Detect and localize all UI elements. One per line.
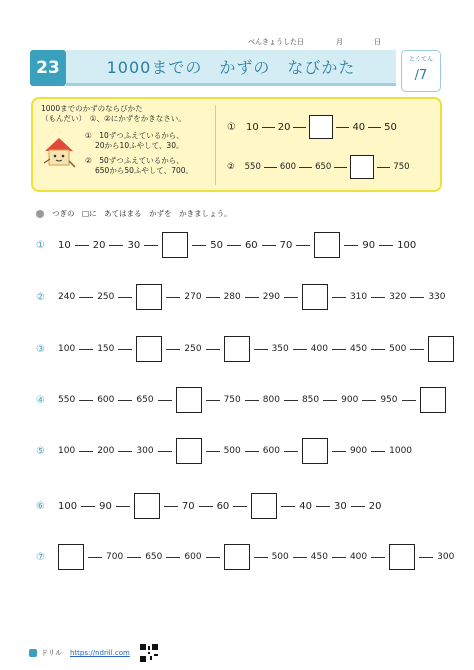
number-value: 900 <box>349 446 368 456</box>
answer-box[interactable] <box>58 544 84 570</box>
number-value: 250 <box>97 292 115 302</box>
drill-logo-icon <box>29 649 37 657</box>
dash-separator <box>118 400 132 401</box>
footer-brand: ドリル <box>41 649 62 657</box>
number-value: 100 <box>397 239 417 251</box>
example-panel <box>31 97 442 192</box>
example-row-1 <box>227 115 397 139</box>
score-label: とくてん <box>408 56 433 63</box>
study-date-label: べんきょうした日 <box>248 38 304 46</box>
answer-box[interactable] <box>314 232 340 258</box>
number-value: 270 <box>184 292 202 302</box>
dash-separator <box>371 349 385 350</box>
row-number: ② <box>36 291 45 303</box>
dash-separator <box>254 349 268 350</box>
question-row <box>36 387 446 413</box>
answer-box[interactable] <box>224 544 250 570</box>
answer-box[interactable] <box>176 387 202 413</box>
answer-box[interactable] <box>420 387 446 413</box>
number-value: 600 <box>262 446 280 456</box>
row-number: ① <box>227 121 236 133</box>
number-value: 60 <box>244 239 258 251</box>
answer-box[interactable] <box>302 438 328 464</box>
lesson-number-badge: 23 <box>30 50 66 86</box>
dash-separator <box>262 127 275 128</box>
dash-separator <box>118 451 132 452</box>
number-value: 500 <box>271 552 289 562</box>
answer-box[interactable] <box>302 284 328 310</box>
answer-box[interactable] <box>224 336 250 362</box>
dash-separator <box>410 297 424 298</box>
dash-separator <box>158 400 172 401</box>
dash-separator <box>206 451 220 452</box>
house-teacher-icon <box>41 133 77 169</box>
example-question: （もんだい） ①、②にかずをかきなさい。 <box>41 114 186 123</box>
example-divider <box>215 105 216 185</box>
dash-separator <box>332 297 346 298</box>
dash-separator <box>410 349 424 350</box>
dash-separator <box>332 349 346 350</box>
number-value: 400 <box>310 344 328 354</box>
question-row <box>36 284 446 310</box>
row-number: ⑥ <box>36 500 45 512</box>
dash-separator <box>284 451 298 452</box>
number-value: 20 <box>368 500 382 512</box>
number-value: 50 <box>210 239 223 251</box>
footer-link[interactable]: https://ndrill.com <box>70 649 130 657</box>
question-row <box>36 493 382 519</box>
dash-separator <box>351 506 365 507</box>
number-value: 950 <box>380 395 398 405</box>
number-value: 70 <box>181 500 195 512</box>
question-row <box>36 438 412 464</box>
day-label: 日 <box>374 38 381 46</box>
dash-separator <box>118 297 132 298</box>
month-label: 月 <box>336 38 343 46</box>
dash-separator <box>371 557 385 558</box>
number-value: 250 <box>184 344 202 354</box>
dash-separator <box>127 557 141 558</box>
number-value: 550 <box>58 395 76 405</box>
number-value: 60 <box>216 500 230 512</box>
question-row <box>36 232 416 258</box>
dash-separator <box>206 400 220 401</box>
dash-separator <box>296 245 310 246</box>
number-value: 200 <box>97 446 115 456</box>
dash-separator <box>284 400 298 401</box>
dash-separator <box>192 245 206 246</box>
number-value: 90 <box>362 239 376 251</box>
number-value: 600 <box>97 395 115 405</box>
dash-separator <box>371 297 385 298</box>
answer-box[interactable] <box>389 544 415 570</box>
number-value: 100 <box>58 344 76 354</box>
answer-box[interactable] <box>136 284 162 310</box>
dash-separator <box>227 245 241 246</box>
dash-separator <box>245 451 259 452</box>
dash-separator <box>206 557 220 558</box>
footer <box>29 644 158 662</box>
number-value: 30 <box>334 500 347 512</box>
dash-separator <box>293 127 306 128</box>
dash-separator <box>166 557 180 558</box>
number-value: 500 <box>389 344 407 354</box>
dash-separator <box>264 167 277 168</box>
row-number: ⑦ <box>36 551 45 563</box>
question-row <box>36 336 454 362</box>
dash-separator <box>118 349 132 350</box>
number-value: 1000 <box>389 446 413 456</box>
example-hint-2b: 650から50ふやして、700。 <box>95 166 194 175</box>
number-value: 600 <box>279 162 297 172</box>
instruction <box>36 208 232 219</box>
dash-separator <box>164 506 178 507</box>
question-row <box>36 544 454 570</box>
dash-separator <box>362 400 376 401</box>
number-value: 30 <box>127 239 141 251</box>
example-row-2 <box>227 155 410 179</box>
number-value: 750 <box>393 162 410 172</box>
dash-separator <box>158 451 172 452</box>
number-value: 240 <box>58 292 76 302</box>
dash-separator <box>344 245 358 246</box>
number-value: 550 <box>244 162 261 172</box>
dash-separator <box>116 506 130 507</box>
dash-separator <box>144 245 158 246</box>
dash-separator <box>166 297 180 298</box>
row-number: ③ <box>36 343 45 355</box>
number-value: 320 <box>389 292 407 302</box>
dash-separator <box>332 451 346 452</box>
dash-separator <box>299 167 312 168</box>
dash-separator <box>206 297 220 298</box>
number-value: 700 <box>106 552 124 562</box>
dash-separator <box>245 400 259 401</box>
dash-separator <box>379 245 393 246</box>
dash-separator <box>316 506 330 507</box>
number-value: 90 <box>99 500 112 512</box>
number-value: 100 <box>58 446 76 456</box>
dash-separator <box>245 297 259 298</box>
instruction-text: つぎの □に あてはまる かずを かきましょう。 <box>52 209 232 218</box>
number-value: 100 <box>58 500 78 512</box>
dash-separator <box>109 245 123 246</box>
score-box[interactable] <box>401 50 441 92</box>
dash-separator <box>79 400 93 401</box>
answer-box[interactable] <box>176 438 202 464</box>
number-value: 650 <box>145 552 163 562</box>
number-value: 800 <box>262 395 280 405</box>
number-value: 750 <box>223 395 241 405</box>
score-total: /7 <box>414 68 428 83</box>
number-value: 150 <box>97 344 115 354</box>
dash-separator <box>262 245 276 246</box>
dash-separator <box>293 557 307 558</box>
answer-box[interactable] <box>309 115 333 139</box>
dash-separator <box>88 557 102 558</box>
number-value: 50 <box>384 121 397 133</box>
dash-separator <box>206 349 220 350</box>
dash-separator <box>79 297 93 298</box>
number-value: 40 <box>352 121 366 133</box>
dash-separator <box>254 557 268 558</box>
example-hint-2a: ② 50ずつふえているから、 <box>85 156 184 165</box>
bullet-dot-icon <box>36 210 44 218</box>
dash-separator <box>377 167 390 168</box>
number-value: 300 <box>437 552 455 562</box>
example-hint-1a: ① 10ずつふえているから、 <box>85 131 184 140</box>
number-value: 20 <box>92 239 106 251</box>
dash-separator <box>336 127 349 128</box>
example-hint-1b: 20から10ふやして、30。 <box>95 141 184 150</box>
number-value: 500 <box>223 446 241 456</box>
number-value: 10 <box>245 121 259 133</box>
page-title: 1000までの かずの なびかた <box>66 50 396 86</box>
answer-box[interactable] <box>162 232 188 258</box>
dash-separator <box>323 400 337 401</box>
dash-separator <box>281 506 295 507</box>
dash-separator <box>284 297 298 298</box>
number-value: 850 <box>301 395 320 405</box>
number-value: 450 <box>310 552 328 562</box>
answer-box[interactable] <box>428 336 454 362</box>
number-value: 10 <box>58 239 71 251</box>
number-value: 650 <box>136 395 154 405</box>
dash-separator <box>419 557 433 558</box>
number-value: 310 <box>349 292 368 302</box>
number-value: 650 <box>315 162 332 172</box>
number-value: 40 <box>299 500 313 512</box>
example-heading: 1000までのかずのならびかた <box>41 104 143 113</box>
number-value: 450 <box>349 344 368 354</box>
row-number: ② <box>227 162 235 172</box>
number-value: 20 <box>277 121 291 133</box>
qr-code-icon <box>140 644 158 662</box>
dash-separator <box>293 349 307 350</box>
number-value: 280 <box>223 292 241 302</box>
dash-separator <box>368 127 381 128</box>
dash-separator <box>402 400 416 401</box>
answer-box[interactable] <box>136 336 162 362</box>
number-value: 290 <box>262 292 280 302</box>
number-value: 330 <box>428 292 446 302</box>
dash-separator <box>166 349 180 350</box>
number-value: 400 <box>349 552 368 562</box>
row-number: ④ <box>36 394 45 406</box>
dash-separator <box>79 451 93 452</box>
row-number: ① <box>36 239 45 251</box>
dash-separator <box>371 451 385 452</box>
dash-separator <box>199 506 213 507</box>
answer-box[interactable] <box>251 493 277 519</box>
number-value: 350 <box>271 344 289 354</box>
dash-separator <box>332 557 346 558</box>
dash-separator <box>233 506 247 507</box>
dash-separator <box>75 245 89 246</box>
number-value: 70 <box>279 239 293 251</box>
answer-box[interactable] <box>134 493 160 519</box>
number-value: 600 <box>184 552 202 562</box>
dash-separator <box>81 506 95 507</box>
number-value: 900 <box>341 395 359 405</box>
row-number: ⑤ <box>36 445 45 457</box>
dash-separator <box>79 349 93 350</box>
number-value: 300 <box>136 446 154 456</box>
dash-separator <box>334 167 347 168</box>
answer-box[interactable] <box>350 155 374 179</box>
